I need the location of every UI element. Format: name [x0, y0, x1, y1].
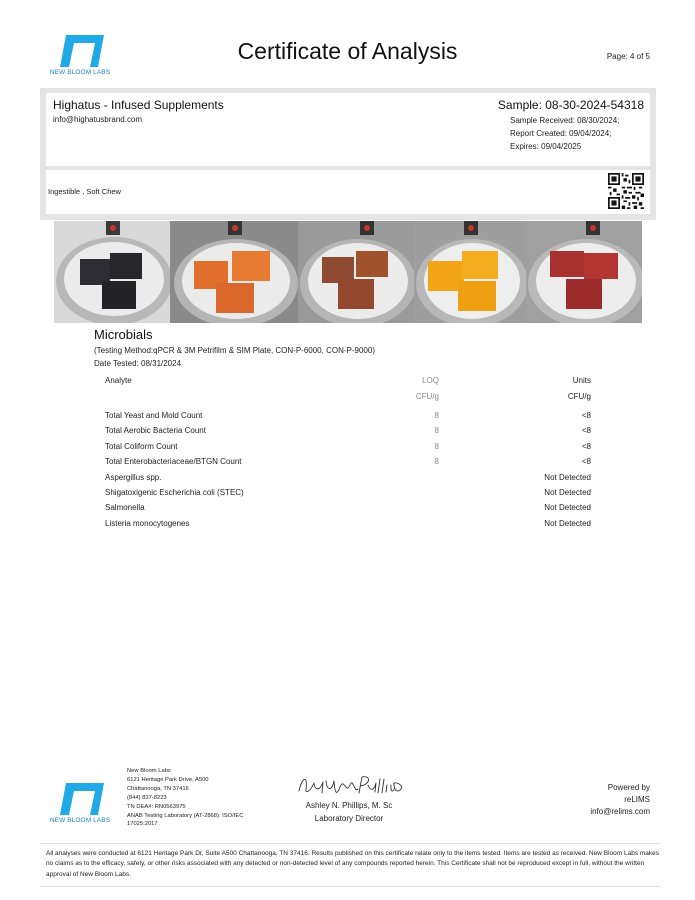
loq-value: 8 — [434, 457, 439, 466]
result-value: Not Detected — [544, 488, 591, 497]
testing-method: (Testing Method:qPCR & 3M Petrifilm & SIM Plate, CON-P-6000, CON-P-9000) — [94, 346, 375, 355]
document-title: Certificate of Analysis — [237, 38, 458, 64]
table-unit-row — [105, 392, 591, 406]
analyte-name: Total Enterobacteriaceae/BTGN Count — [105, 457, 242, 466]
result-value: <8 — [581, 426, 591, 435]
lab-address — [127, 767, 243, 829]
table-row — [105, 519, 591, 533]
client-info-panel — [40, 88, 656, 220]
signature-image — [296, 773, 406, 797]
client-sample-card — [46, 93, 650, 166]
signer-name: Ashley N. Phillips, M. Sc — [305, 801, 393, 810]
address-line: (844) 837-8223 — [127, 794, 167, 801]
powered-by-block — [590, 782, 650, 818]
footer-logo — [47, 783, 113, 824]
column-header-loq: LOQ — [422, 376, 439, 385]
address-line: Chattanooga, TN 37416 — [127, 785, 189, 792]
logo-text: NEW BLOOM LABS — [49, 69, 111, 76]
result-value: <8 — [581, 411, 591, 420]
date-tested: Date Tested: 08/31/2024 — [94, 359, 182, 368]
sample-photo — [54, 221, 170, 323]
sample-photo — [526, 221, 642, 323]
loq-value: 8 — [434, 442, 439, 451]
table-row — [105, 442, 591, 456]
table-header-row — [105, 376, 591, 390]
result-value: <8 — [581, 457, 591, 466]
table-row — [105, 457, 591, 471]
analyte-name: Salmonella — [105, 503, 145, 512]
table-row — [105, 473, 591, 487]
sample-photo — [414, 221, 526, 323]
analyte-name: Aspergillus spp. — [105, 473, 162, 482]
powered-by-brand: reLIMS — [624, 795, 650, 804]
result-value: Not Detected — [544, 519, 591, 528]
loq-value: 8 — [434, 426, 439, 435]
sample-id: Sample: 08-30-2024-54318 — [497, 98, 644, 112]
sample-received: Sample Received: 08/30/2024; — [510, 116, 620, 125]
footer-divider — [40, 843, 660, 844]
address-line: ANAB Testing Laboratory (AT-2868): ISO/IEC — [127, 812, 244, 819]
address-line: 17025:2017 — [127, 821, 158, 828]
table-row — [105, 488, 591, 502]
qr-code-icon — [608, 173, 644, 209]
new-bloom-labs-logo-icon — [56, 783, 104, 815]
sample-photos — [54, 221, 642, 323]
powered-by-label: Powered by — [607, 783, 650, 792]
result-value: Not Detected — [544, 473, 591, 482]
result-value: <8 — [581, 442, 591, 451]
analyte-name: Listeria monocytogenes — [105, 519, 190, 528]
sample-matrix: Ingestible , Soft Chew — [48, 187, 121, 196]
table-row — [105, 411, 591, 425]
address-line: New Bloom Labs — [127, 768, 171, 774]
sample-photo — [170, 221, 298, 323]
address-line: 6121 Heritage Park Drive, A500 — [127, 776, 209, 783]
page-number: Page: 4 of 5 — [606, 52, 650, 61]
analyte-name: Shigatoxigenic Escherichia coli (STEC) — [105, 488, 244, 497]
result-unit: CFU/g — [567, 392, 591, 401]
expires-date: Expires: 09/04/2025 — [510, 142, 582, 151]
disclaimer-text: All analyses were conducted at 6121 Heritage Park Dr, Suite A500 Chattanooga, TN 37416. Results published on this certificate relate only to the items tested. Items are tested as received. New Bloom Labs makes no claims as to the efficacy, safety, or other risks associated with any detected or non-detected level of any compounds reported herein. This Certificate shall not be reproduced except in full, without the written approval of New Bloom Labs. — [46, 850, 660, 878]
powered-by-email: info@relims.com — [590, 807, 650, 816]
loq-value: 8 — [434, 411, 439, 420]
address-line: TN DEA#: RN0563975 — [127, 803, 186, 810]
section-title: Microbials — [94, 327, 153, 342]
column-header-units: Units — [572, 376, 591, 385]
result-value: Not Detected — [544, 503, 591, 512]
analyte-name: Total Coliform Count — [105, 442, 178, 451]
sample-matrix-card — [46, 170, 650, 214]
analyte-name: Total Yeast and Mold Count — [105, 411, 203, 420]
table-row — [105, 503, 591, 517]
column-header-analyte: Analyte — [105, 376, 132, 385]
logo-text: NEW BLOOM LABS — [49, 817, 111, 824]
report-created: Report Created: 09/04/2024; — [510, 129, 612, 138]
analyte-name: Total Aerobic Bacteria Count — [105, 426, 206, 435]
signer-title: Laboratory Director — [314, 814, 384, 823]
loq-unit: CFU/g — [415, 392, 439, 401]
table-row — [105, 426, 591, 440]
bottom-divider — [40, 886, 660, 887]
client-name: Highatus - Infused Supplements — [53, 98, 224, 112]
sample-photo — [298, 221, 414, 323]
client-email: info@highatusbrand.com — [53, 115, 143, 124]
